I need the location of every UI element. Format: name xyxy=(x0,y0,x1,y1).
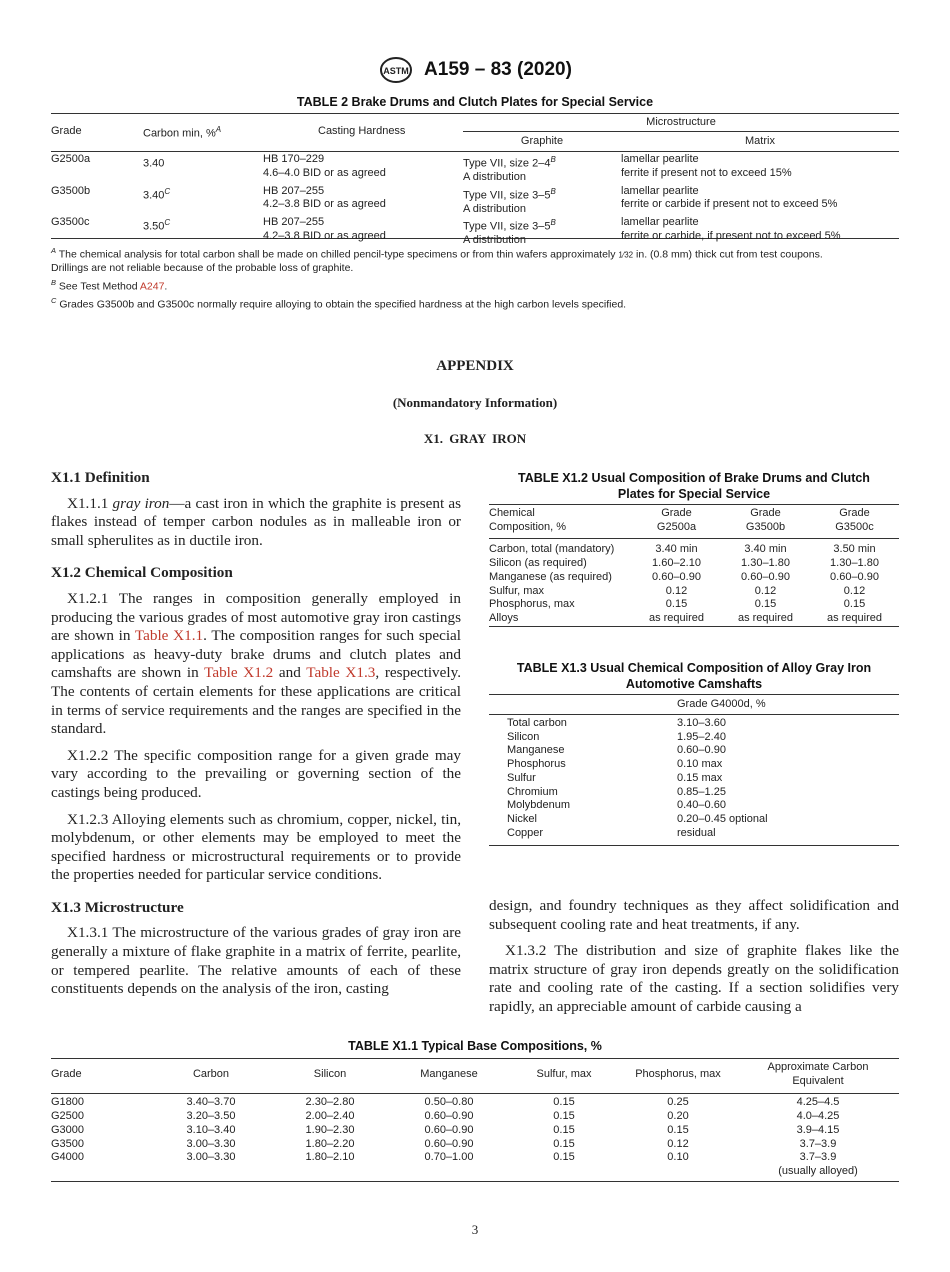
paragraph: X1.1.1 gray iron—a cast iron in which the graphite is present as flakes instead of temper carbon nodules as in malleable iron or small spherulites as in ductile iron. xyxy=(51,494,462,549)
x12-h-g3500c: Grade G3500c xyxy=(835,507,874,533)
t2-h-micro: Microstructure xyxy=(646,116,716,128)
x11-h-manganese: Manganese xyxy=(420,1068,478,1080)
t2-h-hardness: Casting Hardness xyxy=(318,125,406,137)
t2-cell: HB 170–229 4.6–4.0 BID or as agreed xyxy=(263,153,386,179)
table2-head-rule xyxy=(51,151,899,152)
table-x13-link[interactable]: Table X1.3 xyxy=(306,664,376,682)
section-heading: X1.3 Microstructure xyxy=(51,898,184,916)
right-column-text xyxy=(489,897,899,1025)
table-row: G1800 3.40–3.70 2.30–2.80 0.50–0.80 0.15 0.25 4.25–4.5 xyxy=(51,1096,840,1109)
table-x13-head-rule xyxy=(489,714,899,715)
table-row: Silicon (as required) 1.60–2.10 1.30–1.80 1.30–1.80 xyxy=(489,557,879,570)
table-x13-top-rule xyxy=(489,694,899,695)
table-header-row xyxy=(51,1061,899,1093)
table-x12-top-rule xyxy=(489,504,899,505)
table-x12-bottom-rule xyxy=(489,626,899,627)
table-row: Carbon, total (mandatory) 3.40 min 3.40 min 3.50 min xyxy=(489,543,876,556)
t2-cell: $3.50^C$ xyxy=(143,218,171,233)
table-row: Nickel 0.20–0.45 optional xyxy=(507,812,768,825)
x11-h-sulfur: Sulfur, max xyxy=(536,1068,592,1080)
paragraph: X1.2.3 Alloying elements such as chromium, copper, nickel, tin, molybdenum, or other elements may be employed to meet the specified hardness or microstructural requirements or to provide the properties needed for particular service conditions. xyxy=(51,810,461,884)
table-x13 xyxy=(507,717,899,840)
table-row: G4000 3.00–3.30 1.80–2.10 0.70–1.00 0.15 0.10 3.7–3.9 xyxy=(51,1151,837,1164)
t2-cell: Type VII, size $3-5^B$ A distribution xyxy=(463,218,556,247)
left-column xyxy=(51,469,461,1007)
appendix-section-title: X1. GRAY IRON xyxy=(423,431,527,446)
table-row: Phosphorus, max 0.15 0.15 0.15 xyxy=(489,598,866,611)
table-x11 xyxy=(51,1061,899,1179)
table-row: Copper residual xyxy=(507,826,716,839)
table-x13-caption: TABLE X1.3 Usual Chemical Composition of Alloy Gray Iron Automotive Camshafts xyxy=(516,661,872,691)
t2-h-graphite: Graphite xyxy=(520,135,564,147)
footnote-a: $^A$ The chemical analysis for total carbon shall be made on chilled pencil-type specimens or from thin wafers approximately 1⁄32 in. (0.8 mm) thick cut from test coupons. xyxy=(51,246,823,261)
x12-h-chem: Chemical Composition, % xyxy=(489,507,567,533)
paragraph: X1.2.2 The specific composition range for a given grade may vary according to the prevailing or governing section of the castings being produced. xyxy=(51,746,461,801)
x12-h-g3500b: Grade G3500b xyxy=(745,507,786,533)
table-x11-caption: TABLE X1.1 Typical Base Compositions, % xyxy=(348,1039,602,1053)
x11-h-silicon: Silicon xyxy=(313,1068,347,1080)
section-heading: X1.2 Chemical Composition xyxy=(51,564,233,582)
t2-cell: G3500c xyxy=(51,216,90,229)
table-row: Manganese (as required) 0.60–0.90 0.60–0.90 0.60–0.90 xyxy=(489,570,879,583)
x11-h-carbon: Carbon xyxy=(192,1068,230,1080)
x11-h-grade: Grade xyxy=(51,1068,82,1080)
table-row: Chromium 0.85–1.25 xyxy=(507,785,726,798)
page-header xyxy=(0,56,950,84)
x11-h-phosphorus: Phosphorus, max xyxy=(635,1068,721,1080)
table-x11-top-rule xyxy=(51,1058,899,1059)
table-row: Phosphorus 0.10 max xyxy=(507,758,723,771)
table-row: Total carbon 3.10–3.60 xyxy=(507,717,726,729)
table-row xyxy=(51,185,899,217)
table-x12-caption: TABLE X1.2 Usual Composition of Brake Drums and Clutch Plates for Special Service xyxy=(518,471,870,501)
t2-cell: G3500b xyxy=(51,184,91,197)
t2-h-grade: Grade xyxy=(51,125,82,137)
t2-cell: $3.40^C$ xyxy=(143,186,171,202)
table-header-row xyxy=(489,507,899,539)
x12-h-g2500a: Grade G2500a xyxy=(656,507,697,533)
paragraph: X1.3.2 The distribution and size of graphite flakes like the matrix structure of gray iron depends greatly on the solidification rate and cooling rate of the casting. If a section solidifies very rapidly, an appreciable amount of carbide causing a xyxy=(489,942,899,1015)
x11-note: (usually alloyed) xyxy=(778,1164,858,1177)
table2-top-rule xyxy=(51,113,899,114)
table-row: Molybdenum 0.40–0.60 xyxy=(507,799,726,812)
footnote-a-cont: Drillings are not reliable because of the probable loss of graphite. xyxy=(51,262,354,274)
paragraph: X1.3.1 The microstructure of the various grades of gray iron are generally a mixture of flake graphite in a matrix of ferrite, pearlite, or tempered pearlite. The relative amounts of each of these constituents depends on the analysis of the iron, casting xyxy=(51,924,461,998)
table2-caption: TABLE 2 Brake Drums and Clutch Plates for Special Service xyxy=(296,95,654,109)
table-row: Alloys as required as required as required xyxy=(489,611,883,624)
t2-cell: 3.40 xyxy=(143,157,165,170)
x11-h-ce: Approximate Carbon Equivalent xyxy=(767,1061,869,1087)
appendix-title: APPENDIX xyxy=(436,358,514,374)
table-x12-link[interactable]: Table X1.2 xyxy=(204,664,274,682)
table-row: Sulfur, max 0.12 0.12 0.12 xyxy=(489,584,866,597)
footnote-b: $^B$ See Test Method A247. xyxy=(51,277,168,292)
table-x13-bottom-rule xyxy=(489,845,899,846)
svg-text:ASTM: ASTM xyxy=(383,66,409,76)
table-row: G3000 3.10–3.40 1.90–2.30 0.60–0.90 0.15 0.15 3.9–4.15 xyxy=(51,1123,840,1136)
t2-h-carbon: Carbon min, %$^A$ xyxy=(143,125,222,140)
table2-body xyxy=(51,153,899,248)
t2-cell: lamellar pearlite ferrite if present not to exceed 15% xyxy=(621,153,792,179)
t2-cell: G2500a xyxy=(51,153,91,165)
test-method-link[interactable]: A247 xyxy=(139,280,165,292)
x13-header: Grade G4000d, % xyxy=(677,698,766,710)
table-x11-link[interactable]: Table X1.1 xyxy=(134,627,204,645)
astm-logo-icon xyxy=(378,56,414,84)
t2-h-matrix: Matrix xyxy=(745,135,775,147)
t2-cell: lamellar pearlite ferrite or carbide, if present not to exceed 5% xyxy=(621,216,841,242)
table2-footnotes xyxy=(51,244,903,312)
appendix-subtitle: (Nonmandatory Information) xyxy=(392,395,558,410)
table-row: G2500 3.20–3.50 2.00–2.40 0.60–0.90 0.15 0.20 4.0–4.25 xyxy=(51,1110,840,1123)
t2-cell: HB 207–255 4.2–3.8 BID or as agreed xyxy=(263,184,386,211)
table2-micro-rule xyxy=(463,131,899,132)
footnote-c: $^C$ Grades G3500b and G3500c normally require alloying to obtain the specified hardness at the high carbon levels specified. xyxy=(51,295,627,310)
section-heading: X1.1 Definition xyxy=(51,469,150,486)
table-x11-bottom-rule xyxy=(51,1181,899,1182)
table-row xyxy=(51,1165,899,1179)
table-row xyxy=(51,153,899,185)
t2-cell: Type VII, size $2-4^B$ A distribution xyxy=(463,155,556,184)
table-row: Manganese 0.60–0.90 xyxy=(507,744,726,757)
table-row: G3500 3.00–3.30 1.80–2.20 0.60–0.90 0.15 0.12 3.7–3.9 xyxy=(51,1137,837,1150)
t2-cell: HB 207–255 4.2–3.8 BID or as agreed xyxy=(263,216,386,242)
t2-cell: Type VII, size $3-5^B$ A distribution xyxy=(463,186,556,215)
paragraph: X1.2.1 The ranges in composition generally employed in producing the various grades of most automotive gray iron castings are shown in Table X1.1. The composition ranges for such special applications as heavy-duty brake drums and clutch plates and camshafts are shown in Table X1.2 and Table X1.3, respectively. The contents of certain elements for these applications are critical in terms of service requirements and the ranges are specified in the standard. xyxy=(51,589,461,738)
table-x12 xyxy=(489,507,899,626)
t2-cell: lamellar pearlite ferrite or carbide if present not to exceed 5% xyxy=(621,184,838,211)
page-number: 3 xyxy=(471,1222,479,1237)
paragraph: design, and foundry techniques as they affect solidification and subsequent cooling rate and heat treatments, if any. xyxy=(489,897,899,933)
document-designation: A159 – 83 (2020) xyxy=(424,59,572,80)
table-row: Silicon 1.95–2.40 xyxy=(507,730,726,743)
table-row: Sulfur 0.15 max xyxy=(507,771,723,784)
